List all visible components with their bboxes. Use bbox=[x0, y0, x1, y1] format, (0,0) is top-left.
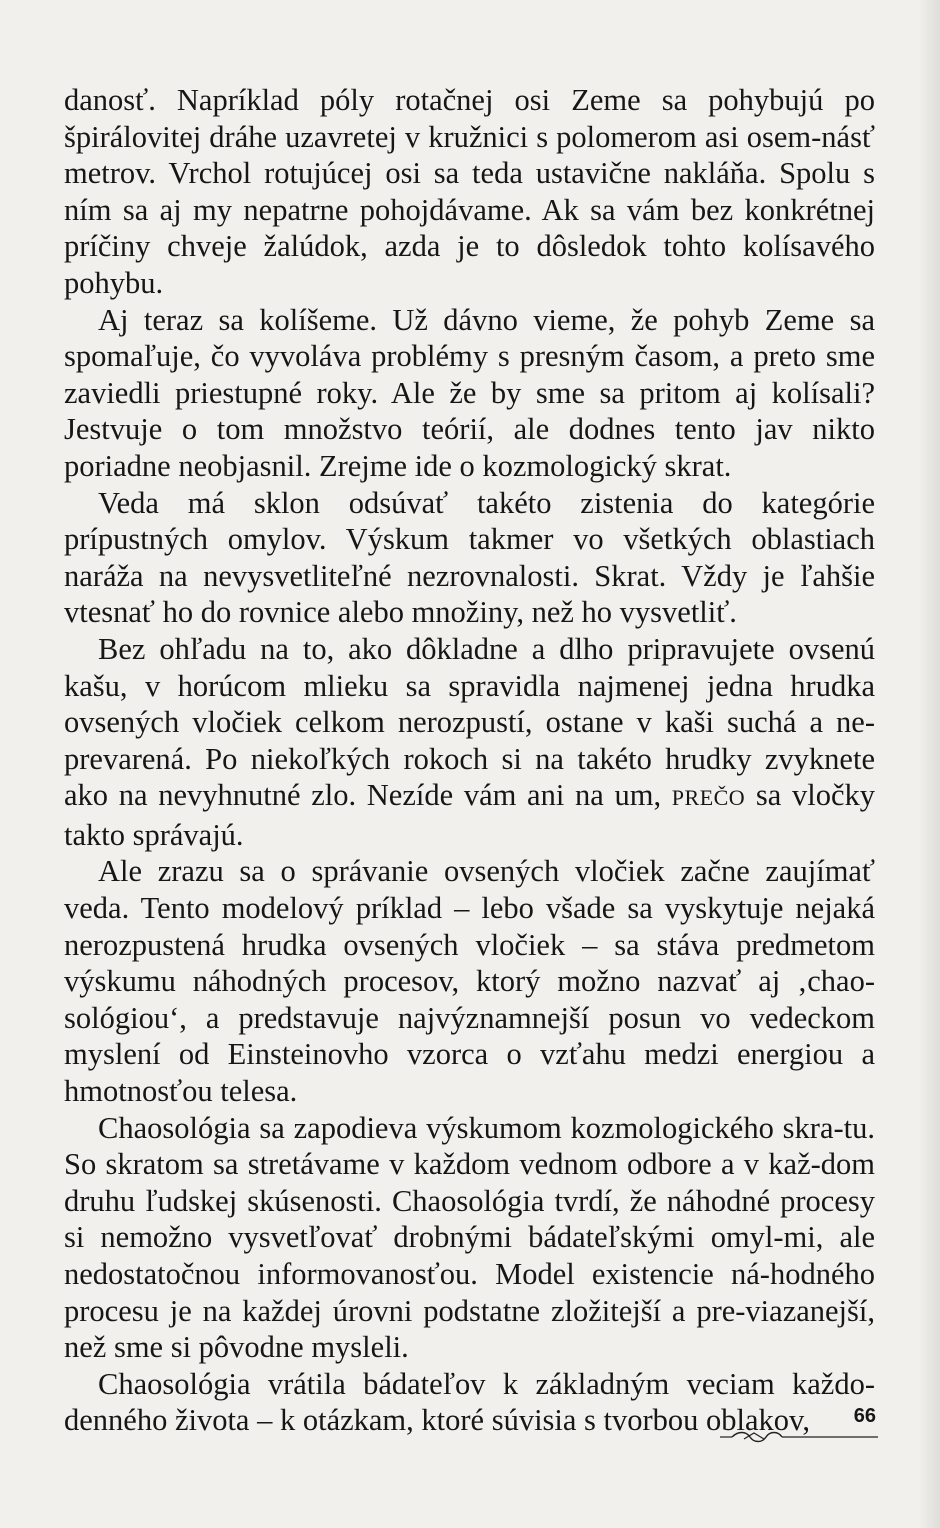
paragraph-4-end: sa vločky takto správajú. bbox=[64, 778, 876, 852]
page-number: 66 bbox=[853, 1405, 876, 1427]
paragraph-7: Chaosológia vrátila bádateľov k základným veciam každo-denného života – k otázkam, ktoré súvisia s tvorbou oblakov, bbox=[64, 1366, 875, 1438]
paragraph-4 bbox=[64, 631, 875, 854]
paragraph-3: Veda má sklon odsúvať takéto zistenia do kategórie prípustných omylov. Výskum takmer vo všetkých oblastiach naráža na nevysvetliteľné nezrovnalosti. Skrat. Vždy je ľahšie vtesnať ho do rovnice alebo množiny, než ho vysvetliť. bbox=[64, 485, 875, 630]
paragraph-4-start: Bez ohľadu na to, ako dôkladne a dlho pripravujete ovsenú kašu, v horúcom mlieku sa spravidla najmenej jedna hrudka ovsených vločiek celkom nerozpustí, ostane v kaši suchá a ne-prevarená. Po niekoľkých rokoch si na takéto hrudky zvyknete ako na nevyhnutné zlo. Nezíde vám ani na um, bbox=[64, 631, 875, 813]
paragraph-5: Ale zrazu sa o správanie ovsených vločiek začne zaujímať veda. Tento modelový príklad – lebo všade sa vyskytuje nejaká nerozpustená hrudka ovsených vločiek – sa stáva predmetom výskumu náhodných procesov, ktorý možno nazvať aj ‚chao-sológiou‘, a predstavuje najvýznamnejší posun vo vedeckom myslení od Einsteinovho vzorca o vzťahu medzi energiou a hmotnosťou telesa. bbox=[64, 854, 875, 1109]
paragraph-2: Aj teraz sa kolíšeme. Už dávno vieme, že pohyb Zeme sa spomaľuje, čo vyvoláva problémy s presným časom, a preto sme zaviedli priestupné roky. Ale že by sme sa pritom aj kolísali? Jestvuje o tom množstvo teórií, ale dodnes tento jav nikto poriadne neobjasnil. Zrejme ide o kozmologický skrat. bbox=[64, 302, 875, 483]
paragraph-1: danosť. Napríklad póly rotačnej osi Zeme sa pohybujú po špirálovitej dráhe uzavretej v kružnici s polomerom asi osem-násť metrov. Vrchol rotujúcej osi sa teda ustavične nakláňa. Spolu s ním sa aj my nepatrne pohojdávame. Ak sa vám bez konkrétnej príčiny chveje žalúdok, azda je to dôsledok tohto kolísavého pohybu. bbox=[64, 83, 875, 300]
footer-ornament-icon bbox=[720, 1427, 880, 1447]
body-text bbox=[64, 82, 875, 1439]
page-edge-shadow bbox=[918, 0, 940, 1528]
emphasis-preco: PREČO bbox=[671, 785, 746, 811]
paragraph-6: Chaosológia sa zapodieva výskumom kozmologického skra-tu. So skratom sa stretávame v každom vednom odbore a v kaž-dom druhu ľudskej skúsenosti. Chaosológia tvrdí, že náhodné procesy si nemožno vysvetľovať drobnými bádateľskými omyl-mi, ale nedostatočnou informovanosťou. Model existencie ná-hodného procesu je na každej úrovni podstatne zložitejší a pre-viazanejší, než sme si pôvodne mysleli. bbox=[64, 1110, 875, 1365]
page-footer bbox=[720, 1405, 880, 1455]
